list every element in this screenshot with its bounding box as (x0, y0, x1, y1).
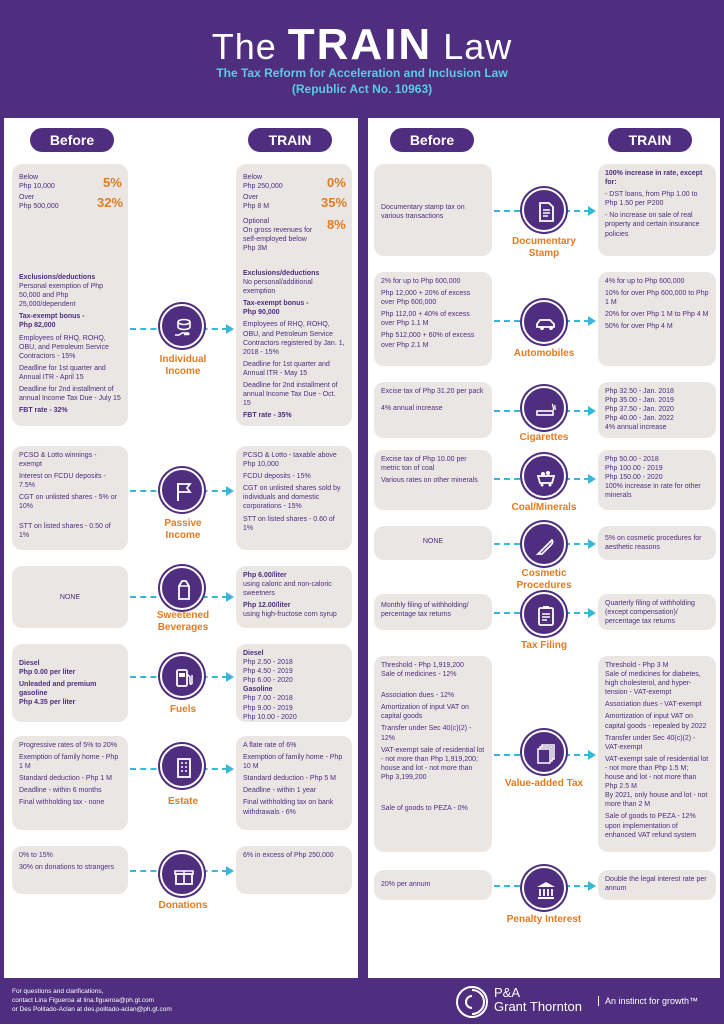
doc-train-1: 100% increase in rate, except for: (605, 170, 703, 187)
passive-label: Passive Income (164, 518, 202, 541)
grant-thornton-logo-icon (454, 984, 490, 1020)
income-train-fbt: FBT rate - 35% (243, 412, 292, 420)
auto-arrowhead (588, 316, 596, 326)
auto-train-3: 20% for over Php 1 M to Php 4 M (605, 311, 709, 319)
fuels-before-4: Php 4.35 per liter (19, 699, 76, 707)
stacked-documents-icon (522, 730, 566, 774)
passive-before-3: CGT on unlisted shares - 5% or 10% (19, 494, 117, 511)
passive-train-1: PCSO & Lotto - taxable above Php 10,000 (243, 452, 337, 469)
estate-label: Estate (167, 796, 198, 807)
penalty-label: Penalty Interest (506, 914, 582, 925)
fuels-before-2: Php 0.00 per liter (19, 669, 76, 677)
income-train-rhq: Employees of RHQ, ROHQ, OBU, and Petroleum Service Contractors registered by Jan. 1, 2018 - 15% (243, 321, 345, 356)
income-train-rates (243, 169, 348, 263)
fuels-train-3: Php 4.50 - 2019 (243, 668, 293, 676)
coal-train-1: Php 50.00 - 2018 (605, 456, 659, 463)
col-header-train-right: TRAIN (608, 128, 692, 152)
cig-label: Cigarettes (519, 432, 569, 443)
filing-train-box (598, 594, 716, 630)
income-before-r1-label: Below Php 10,000 (19, 174, 55, 191)
passive-before-4: STT on listed shares - 0.50 of 1% (19, 522, 111, 539)
income-train-r1-rate: 0% (327, 175, 346, 190)
estate-train-3: Standard deduction - Php 5 M (243, 775, 337, 783)
doc-train-box (598, 164, 716, 256)
income-train-r3-label: Optional On gross revenues for self-employed below Php 3M (243, 218, 313, 253)
income-before-rhq: Employees of RHQ, ROHQ, OBU, and Petroleum Service Contractors - 15% (19, 334, 109, 360)
income-train-bonus-title: Tax-exempt bonus - (243, 300, 309, 308)
passive-before-box (12, 446, 128, 550)
donations-label: Donations (158, 900, 208, 911)
vat-train-2: Sale of medicines for diabetes, high cholesterol, and hyper-tension - VAT-exempt (605, 671, 701, 697)
fuels-train-5: Gasoline (243, 686, 273, 694)
fuels-before-1: Diesel (19, 660, 40, 667)
auto-train-4: 50% for over Php 4 M (605, 323, 673, 331)
doc-arrowhead (588, 206, 596, 216)
estate-before-4: Deadline - within 6 months (19, 787, 102, 795)
coal-train-3: Php 150.00 - 2020 (605, 474, 663, 482)
vat-before-4: Amortization of input VAT on capital goods (381, 704, 469, 721)
income-train-r1-label: Below Php 250,000 (243, 174, 283, 191)
fuels-train-7: Php 9.00 - 2019 (243, 704, 293, 712)
passive-train-2: FCDU deposits - 15% (243, 473, 311, 481)
brand-line-1: P&A (494, 985, 521, 1000)
filing-before-text: Monthly filing of withholding/ percentage tax returns (381, 602, 469, 619)
income-label: Individual Income (159, 354, 207, 377)
income-train-r2-rate: 35% (321, 195, 348, 210)
fuels-arrowhead (226, 672, 234, 682)
auto-before-box (374, 272, 492, 366)
donations-train-box (236, 846, 352, 894)
doc-train-3: - No increase on sale of real property and certain insurance policies (605, 212, 700, 238)
fuels-train-1: Diesel (243, 650, 264, 657)
vat-train-3: Association dues - VAT-exempt (605, 701, 702, 709)
bank-icon (522, 866, 566, 910)
income-before-rates (19, 169, 124, 215)
donations-arrowhead (226, 866, 234, 876)
vat-train-6: VAT-exempt sale of residential lot - not more than Php 1.5 M; house and lot - not more than Php 2.5 M (605, 755, 709, 791)
income-before-bonus-title: Tax-exempt bonus - (19, 313, 85, 321)
auto-train-1: 4% for up to Php 600,000 (605, 278, 685, 285)
cig-arrowhead (588, 406, 596, 416)
header-banner (0, 0, 724, 118)
coal-train-4: 100% increase in rate for other minerals (605, 483, 701, 500)
auto-before-4: Php 512,000 + 60% of excess over Php 2.1 M (381, 332, 475, 349)
vat-before-7: Sale of goods to PEZA - 0% (381, 805, 468, 813)
cig-before-2: 4% annual increase (381, 405, 443, 413)
fuels-train-2: Php 2.50 - 2018 (243, 659, 293, 667)
tagline: An instinct for growth™ (598, 996, 698, 1006)
sweet-arrowhead (226, 592, 234, 602)
subtitle: The Tax Reform for Acceleration and Inclusion Law (216, 66, 508, 80)
penalty-train-text: Double the legal interest rate per annum (605, 876, 707, 893)
right-border (720, 118, 724, 978)
gift-box-icon (160, 852, 204, 896)
fuels-train-8: Php 10.00 - 2020 (243, 713, 297, 721)
estate-train-1: A flate rate of 6% (243, 742, 297, 749)
passive-arrowhead (226, 486, 234, 496)
filing-before-box (374, 594, 492, 630)
vat-train-8: Sale of goods to PEZA - 12% upon implementation of enhanced VAT refund system (605, 813, 697, 839)
income-train-box (236, 164, 352, 426)
auto-before-2: Php 12,000 + 20% of excess over Php 600,000 (381, 290, 471, 307)
estate-before-5: Final withholding tax - none (19, 799, 105, 807)
income-before-r2-rate: 32% (97, 195, 124, 210)
cig-train-5: 4% annual increase (605, 424, 667, 432)
auto-label: Automobiles (513, 348, 575, 359)
left-border (0, 118, 4, 978)
doc-before-text: Documentary stamp tax on various transactions (381, 204, 465, 221)
income-train-d1: Deadline for 1st quarter and Annual ITR - May 15 (243, 360, 330, 377)
estate-before-3: Standard deduction - Php 1 M (19, 775, 113, 783)
income-train-bonus-text: Php 90,000 (243, 309, 280, 317)
cosm-label: Cosmetic Procedures (516, 568, 572, 591)
sweet-train-box (236, 566, 352, 628)
passive-before-1: PCSO & Lotto winnings - exempt (19, 452, 97, 469)
building-icon (160, 744, 204, 788)
coal-before-2: Various rates on other minerals (381, 477, 478, 485)
income-train-ex-text: No personal/additional exemption (243, 279, 313, 296)
income-before-fbt: FBT rate - 32% (19, 407, 68, 415)
cig-train-4: Php 40.00 - Jan. 2022 (605, 415, 674, 423)
passive-before-2: Interest on FCDU deposits - 7.5% (19, 473, 106, 490)
penalty-before-text: 20% per annum (381, 881, 431, 888)
car-icon (522, 300, 566, 344)
estate-train-5: Final withholding tax on bank withdrawals - 6% (243, 799, 334, 816)
cig-before-1: Excise tax of Php 31.20 per pack (381, 388, 484, 395)
cig-train-box (598, 382, 716, 438)
footer (0, 978, 724, 1024)
cig-train-1: Php 32.50 - Jan. 2018 (605, 388, 674, 395)
coal-before-1: Excise tax of Php 10.00 per metric ton of coal (381, 456, 467, 473)
cosm-train-text: 5% on cosmetic procedures for aesthetic reasons (605, 535, 702, 552)
sweet-before-none: NONE (59, 594, 81, 601)
penalty-arrowhead (588, 881, 596, 891)
income-train-r3-rate: 8% (327, 217, 346, 232)
center-divider (358, 118, 368, 978)
donations-before-1: 0% to 15% (19, 852, 53, 859)
vat-before-3: Association dues - 12% (381, 692, 455, 700)
cosm-before-box (374, 526, 492, 560)
auto-train-2: 10% for over Php 600,000 to Php 1 M (605, 290, 709, 307)
brand-line-2: Grant Thornton (494, 998, 582, 1014)
sweet-train-3: Php 12.00/liter (243, 602, 291, 610)
fuels-before-3: Unleaded and premium gasoline (19, 681, 97, 698)
sweet-label: Sweetened Beverages (156, 610, 210, 633)
vat-label: Value-added Tax (504, 778, 584, 789)
vat-before-box (374, 656, 492, 852)
sweet-train-2: using caloric and non-caloric sweetners (243, 581, 332, 598)
estate-train-2: Exemption of family home - Php 10 M (243, 754, 343, 771)
vat-train-7: By 2021, only house and lot - not more than 2 M (605, 792, 708, 809)
fuels-before-box (12, 644, 128, 722)
passive-train-3: CGT on unlisted shares sold by individuals and domestic corporations - 15% (243, 485, 341, 511)
cosm-train-box (598, 526, 716, 560)
col-header-train-left: TRAIN (248, 128, 332, 152)
income-before-bonus-text: Php 82,000 (19, 322, 56, 330)
vat-train-5: Transfer under Sec 40(c)(2) - VAT-exempt (605, 734, 696, 751)
fuels-train-box (236, 644, 352, 722)
cig-before-box (374, 382, 492, 438)
filing-label: Tax Filing (521, 640, 567, 651)
col-header-before-left: Before (30, 128, 114, 152)
fuels-train-6: Php 7.00 - 2018 (243, 695, 293, 703)
mine-cart-icon (522, 454, 566, 498)
doc-before-box (374, 164, 492, 256)
donations-before-box (12, 846, 128, 894)
vat-before-2: Sale of medicines - 12% (381, 671, 457, 679)
filing-train-text: Quarterly filing of withholding (except compensation)/ percentage tax returns (605, 600, 695, 626)
fuels-label: Fuels (169, 704, 197, 715)
flag-icon (160, 468, 204, 512)
vat-train-box (598, 656, 716, 852)
footer-line-2: contact Lina Figueroa at lina.figueroa@ph.gt.com (12, 996, 155, 1004)
filing-arrowhead (588, 608, 596, 618)
income-before-ex-text: Personal exemption of Php 50,000 and Php 25,000/dependent (19, 283, 104, 309)
income-before-r1-rate: 5% (103, 175, 122, 190)
income-before-r2-label: Over Php 500,000 (19, 194, 59, 211)
passive-train-4: STT on listed shares - 0.60 of 1% (243, 515, 335, 532)
doc-label: Documentary Stamp (512, 236, 576, 259)
income-before-d1: Deadline for 1st quarter and Annual ITR - April 15 (19, 364, 106, 381)
estate-arrowhead (226, 764, 234, 774)
donations-before-2: 30% on donations to strangers (19, 864, 114, 872)
vat-train-4: Amortization of input VAT on capital goods - repealed by 2022 (605, 713, 707, 730)
cosm-arrowhead (588, 539, 596, 549)
estate-before-box (12, 736, 128, 830)
auto-before-1: 2% for up to Php 600,000 (381, 278, 461, 285)
carton-icon (160, 566, 204, 610)
cig-train-3: Php 37.50 - Jan. 2020 (605, 406, 674, 414)
income-arrowhead (226, 324, 234, 334)
fuel-pump-icon (160, 654, 204, 698)
income-before-d2: Deadline for 2nd installment of annual Income Tax Due - July 15 (19, 386, 121, 403)
brand-name (494, 986, 582, 1013)
footer-line-1: For questions and clarifications, (12, 988, 104, 995)
col-header-before-right: Before (390, 128, 474, 152)
coal-arrowhead (588, 474, 596, 484)
money-hand-icon (160, 304, 204, 348)
vat-before-5: Transfer under Sec 40(c)(2) - 12% (381, 725, 472, 742)
coal-train-box (598, 450, 716, 510)
income-before-ex-title: Exclusions/deductions (19, 274, 96, 281)
vat-train-1: Threshold - Php 3 M (605, 662, 669, 669)
sweet-train-1: Php 6.00/liter (243, 572, 287, 579)
income-before-box (12, 164, 128, 426)
sweet-train-4: using high-fructose corn syrup (243, 611, 337, 619)
estate-train-box (236, 736, 352, 830)
vat-arrowhead (588, 750, 596, 760)
coal-before-box (374, 450, 492, 510)
estate-before-1: Progressive rates of 5% to 20% (19, 742, 118, 749)
coal-train-2: Php 100.00 - 2019 (605, 465, 663, 473)
cigarette-icon (522, 386, 566, 430)
estate-before-2: Exemption of family home - Php 1 M (19, 754, 119, 771)
passive-train-box (236, 446, 352, 550)
donations-train-1: 6% in excess of Php 250,000 (243, 852, 334, 859)
coal-label: Coal/Minerals (511, 502, 577, 513)
cosm-before-none: NONE (422, 538, 444, 545)
scalpel-icon (522, 522, 566, 566)
page-title: The TRAIN Law (211, 20, 513, 69)
auto-train-box (598, 272, 716, 366)
subtitle-act: (Republic Act No. 10963) (291, 82, 433, 96)
document-icon (522, 188, 566, 232)
income-train-ex-title: Exclusions/deductions (243, 270, 320, 277)
sweet-before-box (12, 566, 128, 628)
vat-before-6: VAT-exempt sale of residential lot - not more than Php 1,919,200; house and lot - not more than Php 3,199,200 (381, 746, 485, 781)
footer-contact (12, 988, 172, 1014)
fuels-train-4: Php 6.00 - 2020 (243, 677, 293, 685)
vat-before-1: Threshold - Php 1,919,200 (381, 662, 464, 669)
clipboard-icon (522, 592, 566, 636)
penalty-before-box (374, 870, 492, 900)
income-train-d2: Deadline for 2nd installment of annual Income Tax Due - Oct. 15 (243, 382, 338, 408)
footer-line-3: or Des Politado-Aclan at des.politado-aclan@ph.gt.com (12, 1005, 172, 1013)
auto-before-3: Php 112,00 + 40% of excess over Php 1.1 M (381, 311, 470, 328)
estate-train-4: Deadline - within 1 year (243, 787, 317, 795)
income-train-r2-label: Over Php 8 M (243, 194, 270, 211)
penalty-train-box (598, 870, 716, 900)
cig-train-2: Php 35.00 - Jan. 2019 (605, 397, 674, 405)
doc-train-2: - DST loans, from Php 1.00 to Php 1.50 per P200 (605, 191, 698, 208)
